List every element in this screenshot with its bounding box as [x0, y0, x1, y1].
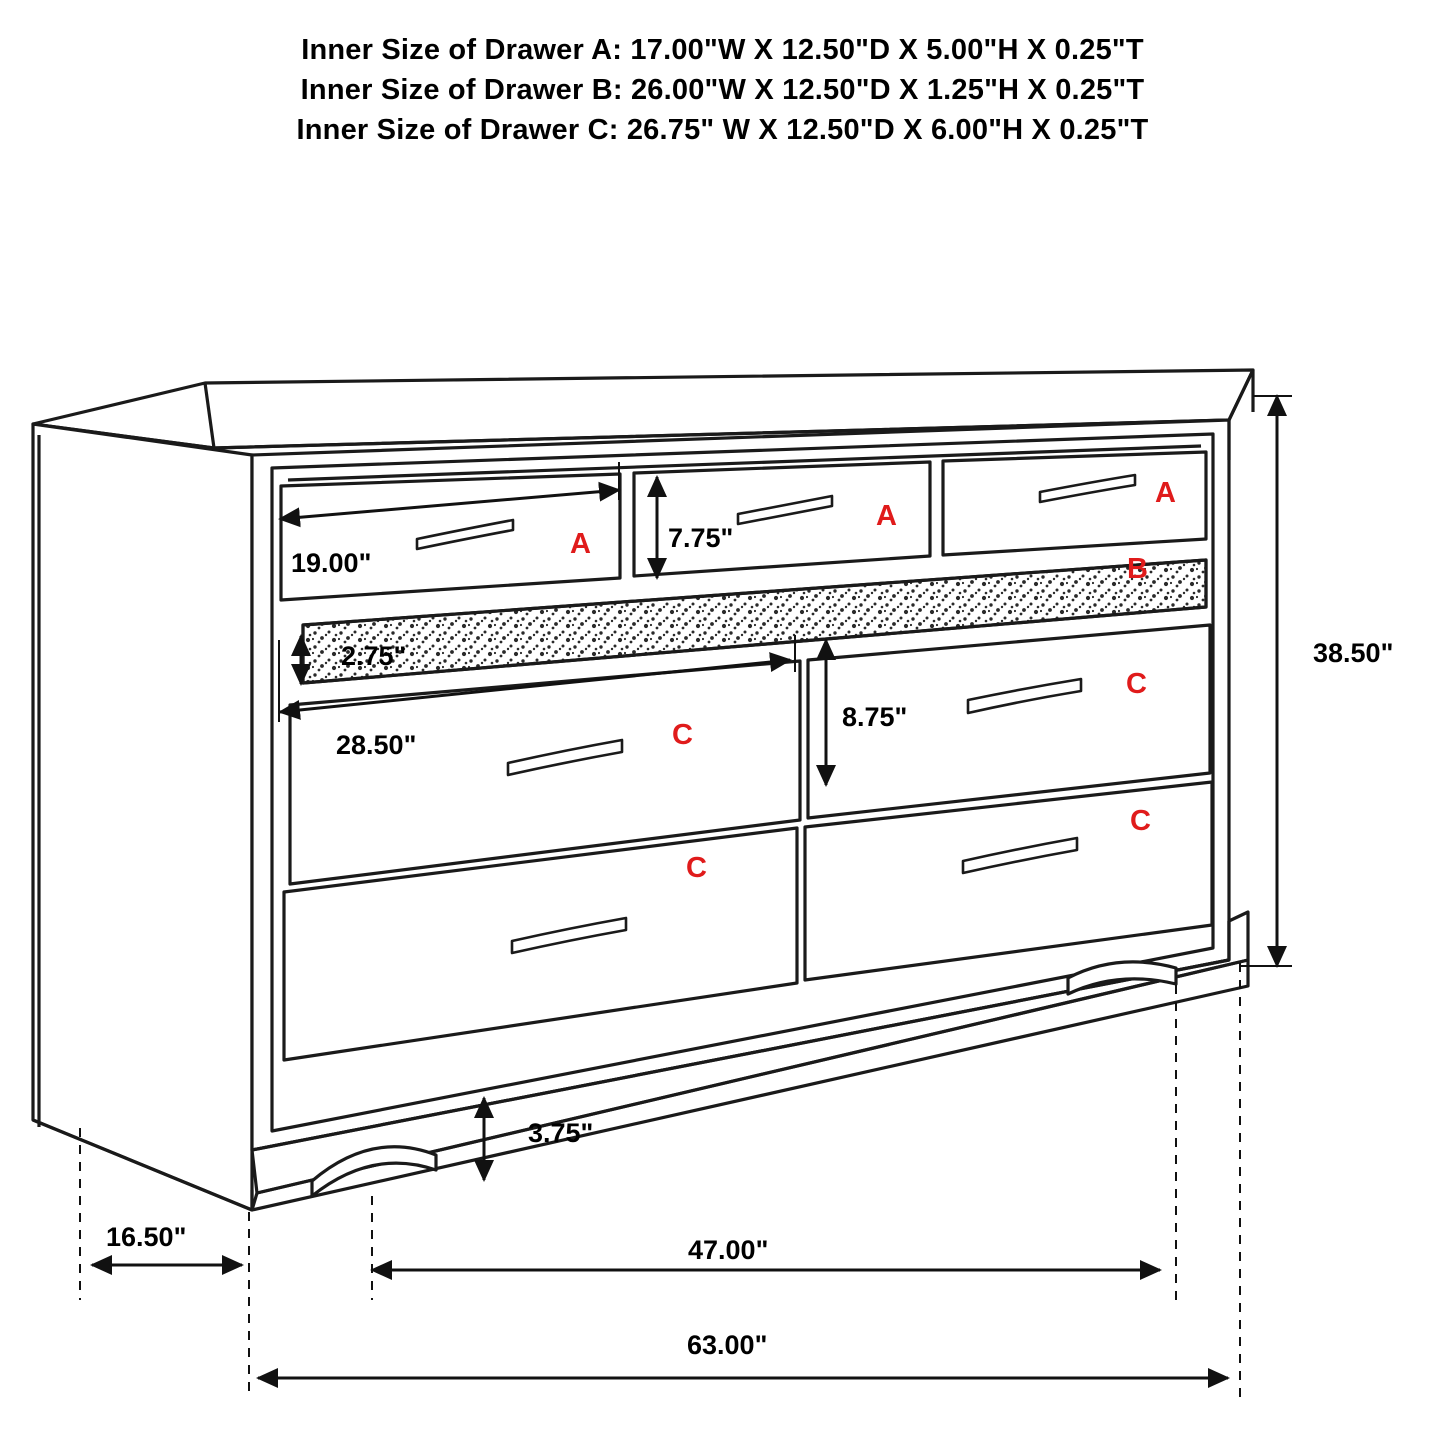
dim-drawer-b-height: 2.75" — [341, 641, 407, 671]
dim-base-clearance: 3.75" — [528, 1118, 594, 1148]
dim-total-height: 38.50" — [1313, 638, 1394, 668]
drawer-label-c-lower-right: C — [1130, 805, 1151, 837]
drawer-label-c-upper-right: C — [1126, 668, 1147, 700]
dim-drawer-a-height: 7.75" — [668, 523, 734, 553]
spec-line-drawer-a: Inner Size of Drawer A: 17.00"W X 12.50"D X 5.00"H X 0.25"T — [301, 34, 1144, 66]
dim-foot-span: 47.00" — [688, 1235, 769, 1265]
drawer-label-b: B — [1127, 553, 1148, 585]
spec-line-drawer-b: Inner Size of Drawer B: 26.00"W X 12.50"D X 1.25"H X 0.25"T — [300, 74, 1145, 106]
dim-total-width: 63.00" — [687, 1330, 768, 1360]
drawer-label-a-middle: A — [876, 500, 897, 532]
drawer-label-c-lower-left: C — [686, 852, 707, 884]
drawer-label-a-right: A — [1155, 477, 1176, 509]
dim-drawer-c-width: 28.50" — [336, 730, 417, 760]
dim-drawer-c-height: 8.75" — [842, 702, 908, 732]
drawer-label-c-upper-left: C — [672, 719, 693, 751]
drawer-label-a-left: A — [570, 528, 591, 560]
spec-line-drawer-c: Inner Size of Drawer C: 26.75" W X 12.50"D X 6.00"H X 0.25"T — [296, 114, 1149, 146]
dim-depth: 16.50" — [106, 1222, 187, 1252]
dim-drawer-a-width: 19.00" — [291, 548, 372, 578]
